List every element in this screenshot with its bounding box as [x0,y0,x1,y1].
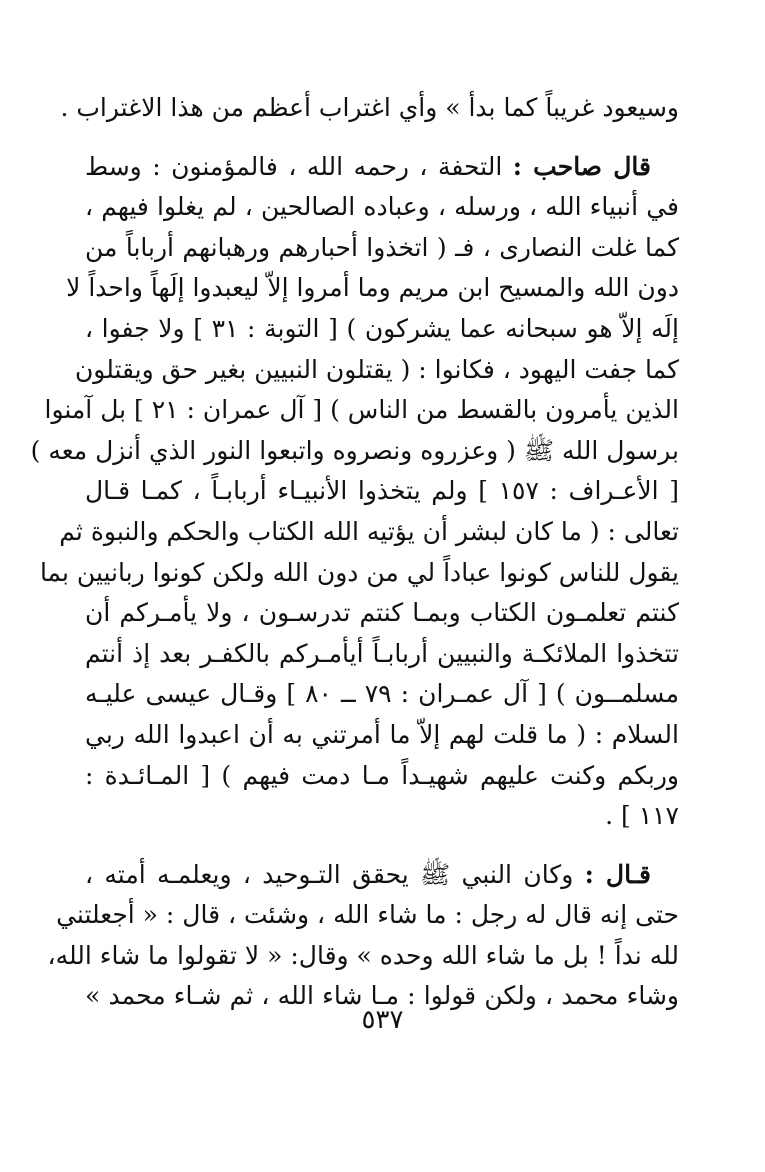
text-line: السلام : ( ما قلت لهم إلاّ ما أمرتني به أن اعبدوا الله ربي [85,719,679,749]
text-line: وربكم وكنت عليهم شهيـداً مـا دمت فيهم ) [ المـائـدة : [85,760,679,790]
page-body [30,88,679,1017]
text-line: لله نداً ! بل ما شاء الله وحده » وقال: « لا تقولوا ما شاء الله، [47,940,679,970]
spacer [85,837,679,855]
text-line: الذين يأمرون بالقسط من الناس ) [ آل عمران : ٢١ ] بل آمنوا [44,395,679,425]
text-line: مسلمــون ) [ آل عمـران : ٧٩ ــ ٨٠ ] وقـال عيسى عليـه [85,679,679,709]
page-number: ٥٣٧ [361,1005,404,1035]
text-line: برسول الله ﷺ ( وعزروه ونصروه واتبعوا النور الذي أنزل معه ) [30,435,679,465]
spacer [85,129,679,147]
text-line: كنتم تعلمـون الكتاب وبمـا كنتم تدرسـون ، ولا يأمـركم أن [85,598,679,628]
text-line [85,147,679,188]
text-line: كما غلت النصارى ، فـ ( اتخذوا أحبارهم ورهبانهم أرباباً من [85,232,679,262]
text-line: وشاء محمد ، ولكن قولوا : مـا شاء الله ، ثم شـاء محمد » [85,981,679,1011]
paragraph-2 [30,147,679,837]
speaker-label: قـال : [584,859,651,889]
text-line: كما جفت اليهود ، فكانوا : ( يقتلون النبيين بغير حق ويقتلون [74,354,679,384]
text-line: يقول للناس كونوا عباداً لي من دون الله ولكن كونوا ربانيين بما [39,557,679,587]
text-span: وكان النبي ﷺ يحقق التـوحيد ، ويعلمـه أمته ، [85,859,574,889]
text-line: دون الله والمسيح ابن مريم وما أمروا إلاّ ليعبدوا إلَهاً واحداً لا [66,273,679,303]
paragraph-3 [47,855,679,1017]
text-line: حتى إنه قال له رجل : ما شاء الله ، وشئت ، قال : « أجعلتني [56,900,679,930]
text-line [85,855,679,896]
text-span: التحفة ، رحمه الله ، فالمؤمنون : وسط [85,151,503,181]
text-line: وسيعود غريباً كما بدأ » وأي اغتراب أعظم من هذا الاغتراب . [60,93,679,122]
text-line: ١١٧ ] . [605,801,679,831]
text-line: [ الأعـراف : ١٥٧ ] ولم يتخذوا الأنبيـاء أربابـاً ، كمـا قـال [85,476,679,506]
paragraph-1 [60,88,679,129]
speaker-label: قال صاحب : [512,151,651,181]
text-line: تعالى : ( ما كان لبشر أن يؤتيه الله الكتاب والحكم والنبوة ثم [59,516,679,546]
text-line: تتخذوا الملائكـة والنبيين أربابـاً أيأمـركم بالكفـر بعد إذ أنتم [85,638,679,668]
text-line: في أنبياء الله ، ورسله ، وعباده الصالحين ، لم يغلوا فيهم ، [85,192,679,222]
text-line: إلَه إلاّ هو سبحانه عما يشركون ) [ التوبة : ٣١ ] ولا جفوا ، [85,313,679,343]
